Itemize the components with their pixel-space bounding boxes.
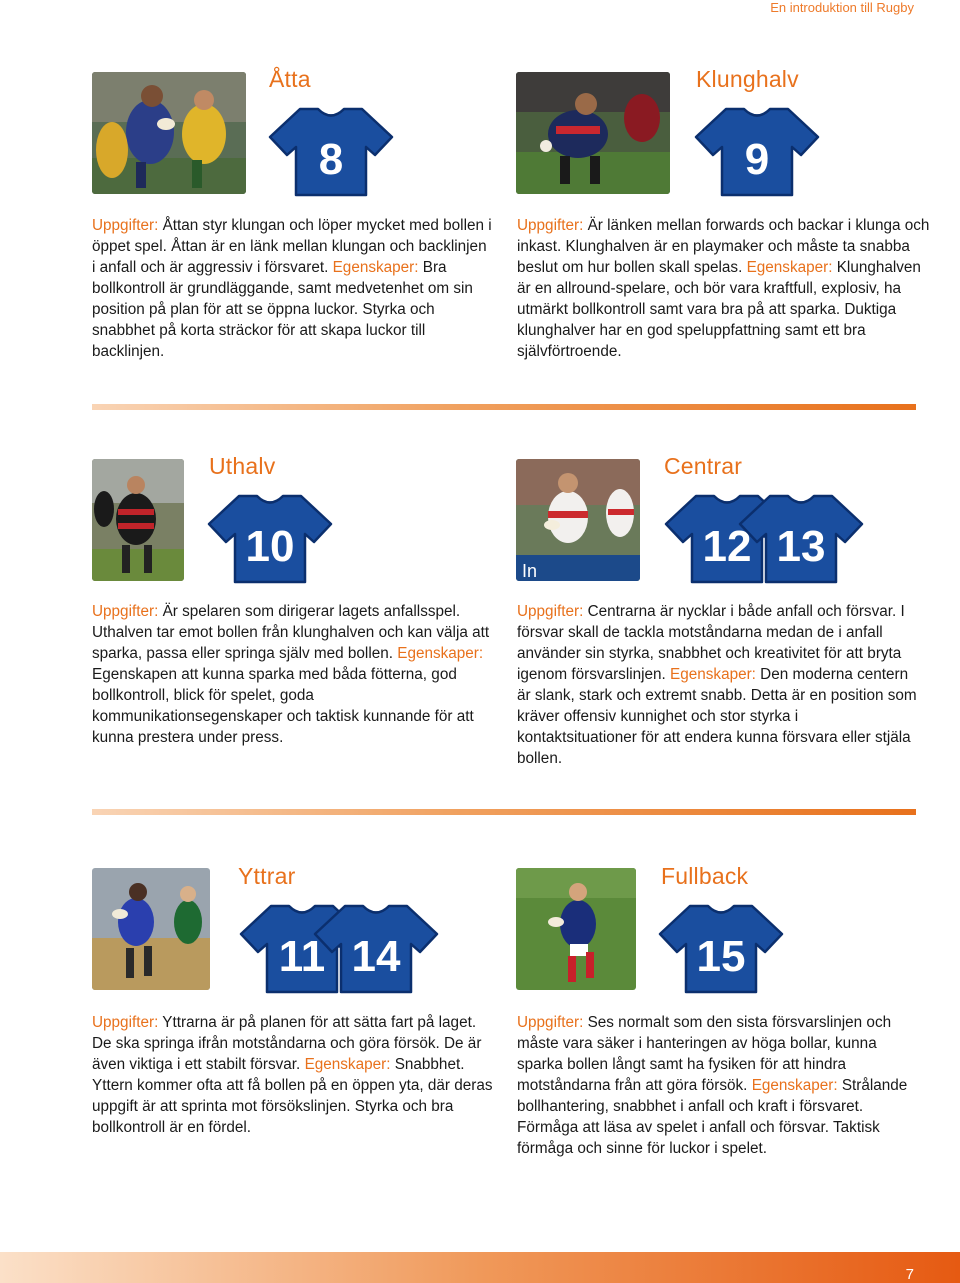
jersey-13 [738,494,864,584]
jersey-9 [694,107,820,197]
photo-uthalv-player [92,459,184,581]
uppgifter-label: Uppgifter: [92,217,159,234]
photo-centrar-player [516,459,640,581]
uppgifter-label: Uppgifter: [92,603,159,620]
position-title-centrar: Centrar [664,453,743,479]
section-divider [92,404,916,410]
uppgifter-label: Uppgifter: [517,603,584,620]
uppgifter-text: Ses normalt som den sista försvarslinjen och måste vara säker i hanteringen av höga bollar, kunna sparka bollen långt samt ha fysiken för att hindra motståndarna från att göra försök. [517,1014,892,1094]
description-centrar [517,601,917,769]
uppgifter-text: Är länken mellan forwards och backar i klunga och inkast. Klunghalven är en playmaker och måste ta snabba beslut om hur bollen skall spelas. [517,217,930,276]
uppgifter-label: Uppgifter: [517,217,584,234]
page-number: 7 [905,1266,914,1283]
jersey-8 [268,107,394,197]
jersey-number-13: 13 [776,522,826,571]
photo-yttrar-player [92,868,210,990]
uppgifter-text: Är spelaren som dirigerar lagets anfallsspel. Uthalven tar emot bollen från klunghalven och kan välja att sparka, passa eller springa själv med bollen. [92,603,490,662]
egenskaper-text: Klunghalven är en allround-spelare, och bör vara kraftfull, explosiv, ha utmärkt bollkontroll samt vara bra på att sparka. Duktiga klunghalver har en god speluppfattning samt ett bra självförtroende. [517,259,921,360]
position-title-klunghalv: Klunghalv [696,66,799,92]
description-yttrar [92,1012,496,1138]
uppgifter-text: Centrarna är nycklar i både anfall och försvar. I försvar skall de tackla motståndarna medan de i anfall använder sin styrka, snabbhet och kreativitet för att bryta igenom försvarslinjen. [517,603,905,683]
description-atta [92,215,492,362]
position-title-yttrar: Yttrar [238,863,296,889]
egenskaper-text: Strålande bollhantering, snabbhet i anfall och kraft i försvaret. Förmåga att läsa av spelet i anfall och försvar. Taktisk förmåga och sinne för luckor i spelet. [517,1077,908,1157]
jersey-10 [207,494,333,584]
position-title-atta: Åtta [269,66,311,92]
jersey-number-9: 9 [744,135,770,184]
svg-text:In: In [522,561,538,581]
egenskaper-text: Egenskapen att kunna sparka med båda fötterna, god bollkontroll, blick för spelet, goda kommunikationsegenskaper och taktisk kunnande för att kunna prestera under press. [92,666,474,746]
running-header: En introduktion till Rugby [770,0,914,15]
footer-bar [0,1252,960,1283]
jersey-number-8: 8 [318,135,344,184]
egenskaper-label: Egenskaper: [746,259,833,276]
jersey-number-15: 15 [696,932,746,981]
egenskaper-text: Bra bollkontroll är grundläggande, samt medvetenhet om sin position på plan för att se öppna luckor. Styrka och snabbhet på korta sträckor för att skapa luckor till backlinjen. [92,259,473,360]
position-title-uthalv: Uthalv [209,453,276,479]
egenskaper-text: Den moderna centern är slank, stark och extremt snabb. Detta är en position som kräver offensiv kunnighet och stor styrka i kontaktsituationer för att endera kunna försvara eller stjäla bollen. [517,666,917,767]
position-title-fullback: Fullback [661,863,749,889]
jersey-number-11: 11 [278,932,326,981]
egenskaper-text: Snabbhet. Yttern kommer ofta att få bollen på en öppen yta, där deras uppgift är att sprinta mot försökslinjen. Styrka och bra bollkontroll är en fördel. [92,1056,493,1136]
description-uthalv [92,601,496,748]
uppgifter-label: Uppgifter: [517,1014,584,1031]
description-fullback [517,1012,921,1159]
jersey-15 [658,904,784,994]
jersey-number-10: 10 [245,522,295,571]
section-divider [92,809,916,815]
photo-fullback-player [516,868,636,990]
uppgifter-text: Yttrarna är på planen för att sätta fart på laget. De ska springa ifrån motståndarna och göra försök. De är även viktiga i ett stabilt försvar. [92,1014,482,1073]
photo-klunghalv-player [516,72,670,194]
egenskaper-label: Egenskaper: [751,1077,838,1094]
jersey-number-14: 14 [351,932,401,981]
jersey-14 [313,904,439,994]
egenskaper-label: Egenskaper: [397,645,484,662]
egenskaper-label: Egenskaper: [332,259,419,276]
description-klunghalv [517,215,931,362]
jersey-number-12: 12 [702,522,752,571]
egenskaper-label: Egenskaper: [670,666,756,683]
uppgifter-label: Uppgifter: [92,1014,159,1031]
uppgifter-text: Åttan styr klungan och löper mycket med bollen i öppet spel. Åttan är en länk mellan klungan och backlinjen i anfall och är aggressiv i försvaret. [92,217,492,276]
photo-atta-player [92,72,246,194]
egenskaper-label: Egenskaper: [304,1056,391,1073]
